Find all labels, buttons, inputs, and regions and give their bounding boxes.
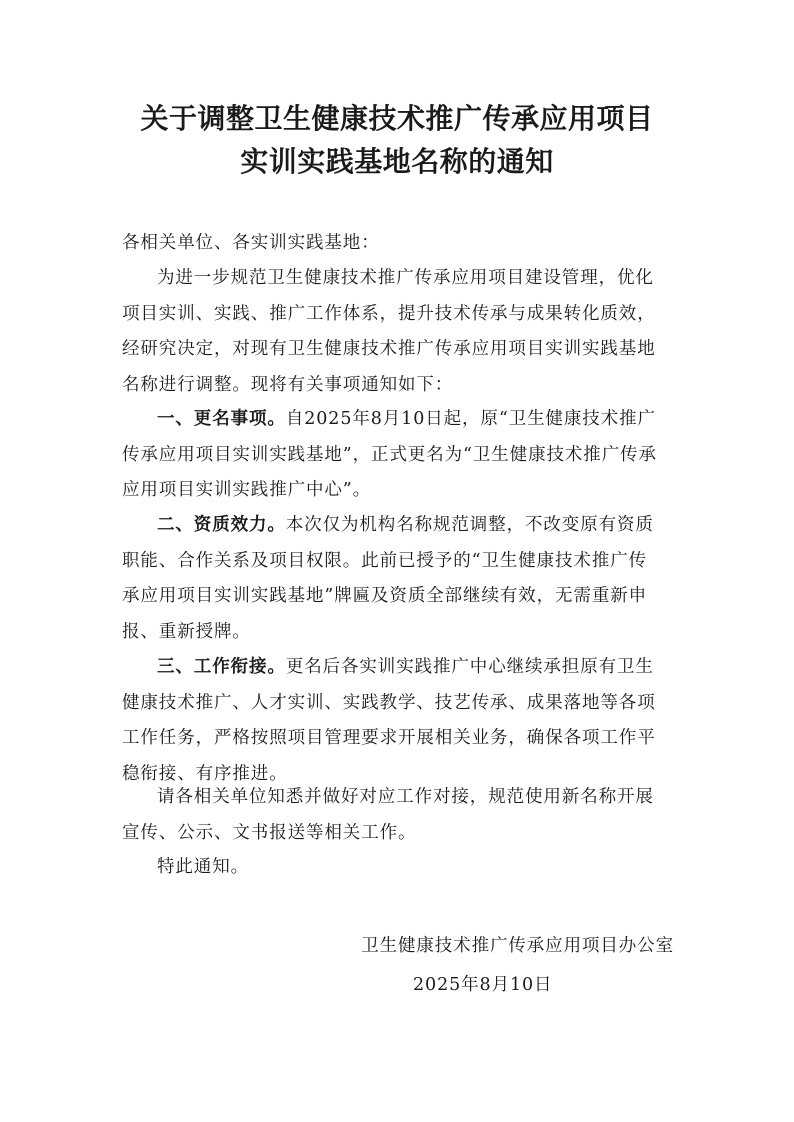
closing-paragraph: 请各相关单位知悉并做好对应工作对接，规范使用新名称开展宣传、公示、文书报送等相关工作。 [122,787,654,843]
item-rename-heading: 一、更名事项。 [157,409,286,429]
item-qualification-text: 本次仅为机构名称规范调整，不改变原有资质职能、合作关系及项目权限。此前已授予的“卫生健康技术推广传承应用项目实训实践基地”牌匾及资质全部继续有效，无需重新申报、重新授牌。 [122,515,654,642]
salutation: 各相关单位、各实训实践基地： [122,233,380,253]
document-title-line-1: 关于调整卫生健康技术推广传承应用项目 [140,102,654,135]
item-qualification [122,508,662,650]
intro-paragraph: 为进一步规范卫生健康技术推广传承应用项目建设管理，优化项目实训、实践、推广工作体系，提升技术传承与成果转化质效，经研究决定，对现有卫生健康技术推广传承应用项目实训实践基地名称进行调整。现将有关事项通知如下： [122,268,656,395]
item-transition-heading: 三、工作衔接。 [157,657,286,677]
document-title-line-2: 实训实践基地名称的通知 [240,145,554,178]
item-qualification-heading: 二、资质效力。 [157,515,286,535]
issuer-signature: 卫生健康技术推广传承应用项目办公室 [361,936,674,956]
item-transition-text: 更名后各实训实践推广中心继续承担原有卫生健康技术推广、人才实训、实践教学、技艺传承、成果落地等各项工作任务，严格按照项目管理要求开展相关业务，确保各项工作平稳衔接、有序推进。 [122,657,656,784]
item-rename-text: 自2025年8月10日起，原“卫生健康技术推广传承应用项目实训实践基地”，正式更名为“卫生健康技术推广传承应用项目实训实践推广中心”。 [122,409,657,500]
item-transition [122,650,662,792]
item-rename [122,402,662,509]
special-notice: 特此通知。 [157,857,249,877]
issue-date: 2025年8月10日 [413,975,553,995]
